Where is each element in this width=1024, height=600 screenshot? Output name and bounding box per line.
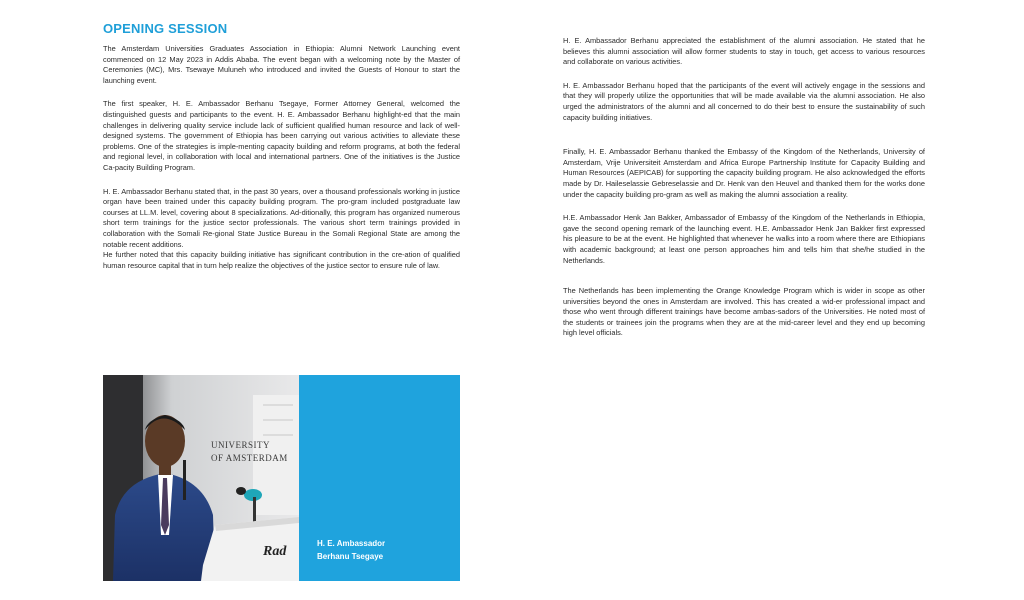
caption-line: Berhanu Tsegaye — [317, 552, 384, 561]
speaker-photo — [103, 375, 299, 581]
paragraph: H.E. Ambassador Henk Jan Bakker, Ambassador of Embassy of the Kingdom of the Netherlands in Ethiopia, gave the second opening remark of the launching event. H.E. Ambassador Henk Jan Bakker first expressed his pleasure to be at the event. He highlighted that whenever he walks into a room where there are Ethiopians with academic background; at least one person approaches him and tells him that she/he studied in the Netherlands. — [563, 213, 925, 265]
paragraph: The Amsterdam Universities Graduates Association in Ethiopia: Alumni Network Launching event commenced on 12 May 2023 in Addis Ababa. The event began with a welcoming note by the Master of Ceremonies (MC), Mrs. Tsewaye Muluneh who introduced and invited the Guests of Honour to start the launching event. — [103, 44, 460, 85]
photo-caption — [317, 537, 385, 563]
podium-logo-text: Rad — [263, 544, 287, 559]
paragraph: Finally, H. E. Ambassador Berhanu thanked the Embassy of the Kingdom of the Netherlands, University of Amsterdam, Vrije Universiteit Amsterdam and Africa Europe Partnership Institute for Capacity Building and Human Resources (AEPICAB) for supporting the capacity building program. He also acknowledged the efforts made by Dr. Haileselassie Gebreselassie and Dr. Henk van den Heuvel and thanked them for the works done under the capacity building pro-gram as well as making the alumni association a reality. — [563, 147, 925, 199]
backdrop-text-2: OF AMSTERDAM — [211, 453, 288, 463]
backdrop-text-1: UNIVERSITY — [211, 440, 270, 450]
paragraph: The Netherlands has been implementing the Orange Knowledge Program which is wider in scope as other universities beyond the ones in Amsterdam are involved. This has created a wid-er professional impact and those who went through different trainings have become ambas-sadors of the Universities. He noted most of the students or trainees join the programs when they are at the mid-career level and they end up becoming high level officials. — [563, 286, 925, 338]
right-column — [563, 36, 925, 352]
paragraph: H. E. Ambassador Berhanu hoped that the participants of the event will actively engage in the sessions and that they will properly utilize the opportunities that will be made available via the alumni association. He also urged the administrators of the alumni and all concerned to do their best to ensure the sustainability of such capacity building initiatives. — [563, 80, 925, 122]
paragraph: H. E. Ambassador Berhanu stated that, in the past 30 years, over a thousand professionals working in justice organ have been trained under this capacity building program. The pro-gram included postgraduate law courses at LL.M. level, covering about 8 specializations. Ad-ditionally, this program has organized numerous short term trainings for the justice sector professionals. The various short term trainings provided in collaboration with the Somali Re-gional State Justice Bureau in the Somali Regional State are among the notable recent additions. — [103, 186, 460, 249]
paragraph: He further noted that this capacity building initiative has significant contribution in the cre-ation of qualified human resource capital that in turn help realize the objectives of the justice sector to ensure rule of law. — [103, 250, 460, 270]
section-heading: OPENING SESSION — [103, 21, 228, 36]
paragraph: The first speaker, H. E. Ambassador Berhanu Tsegaye, Former Attorney General, welcomed the distinguished guests and participants to the event. H. E. Ambassador Berhanu highlight-ed that the main challenges in delivering quality service include lack of sufficient qualified human resource and lack of well-designed systems. The government of Ethiopia has been carrying out various activities to alleviate these problems. One of the strategies is imple-menting capacity building and reform programs, at both the federal and regional level, in collaboration with local and international partners. One of the initiatives is the Justice Ca-pacity Building Program. — [103, 99, 460, 172]
speaker-photo-illustration — [103, 375, 299, 581]
caption-panel — [299, 375, 460, 581]
photo-block — [103, 375, 460, 581]
caption-line: H. E. Ambassador — [317, 539, 386, 548]
paragraph: H. E. Ambassador Berhanu appreciated the establishment of the alumni association. He stated that he believes this alumni association will allow former students to stay in touch, get access to various resources and collaborate on various activities. — [563, 36, 925, 67]
left-column — [103, 22, 460, 271]
